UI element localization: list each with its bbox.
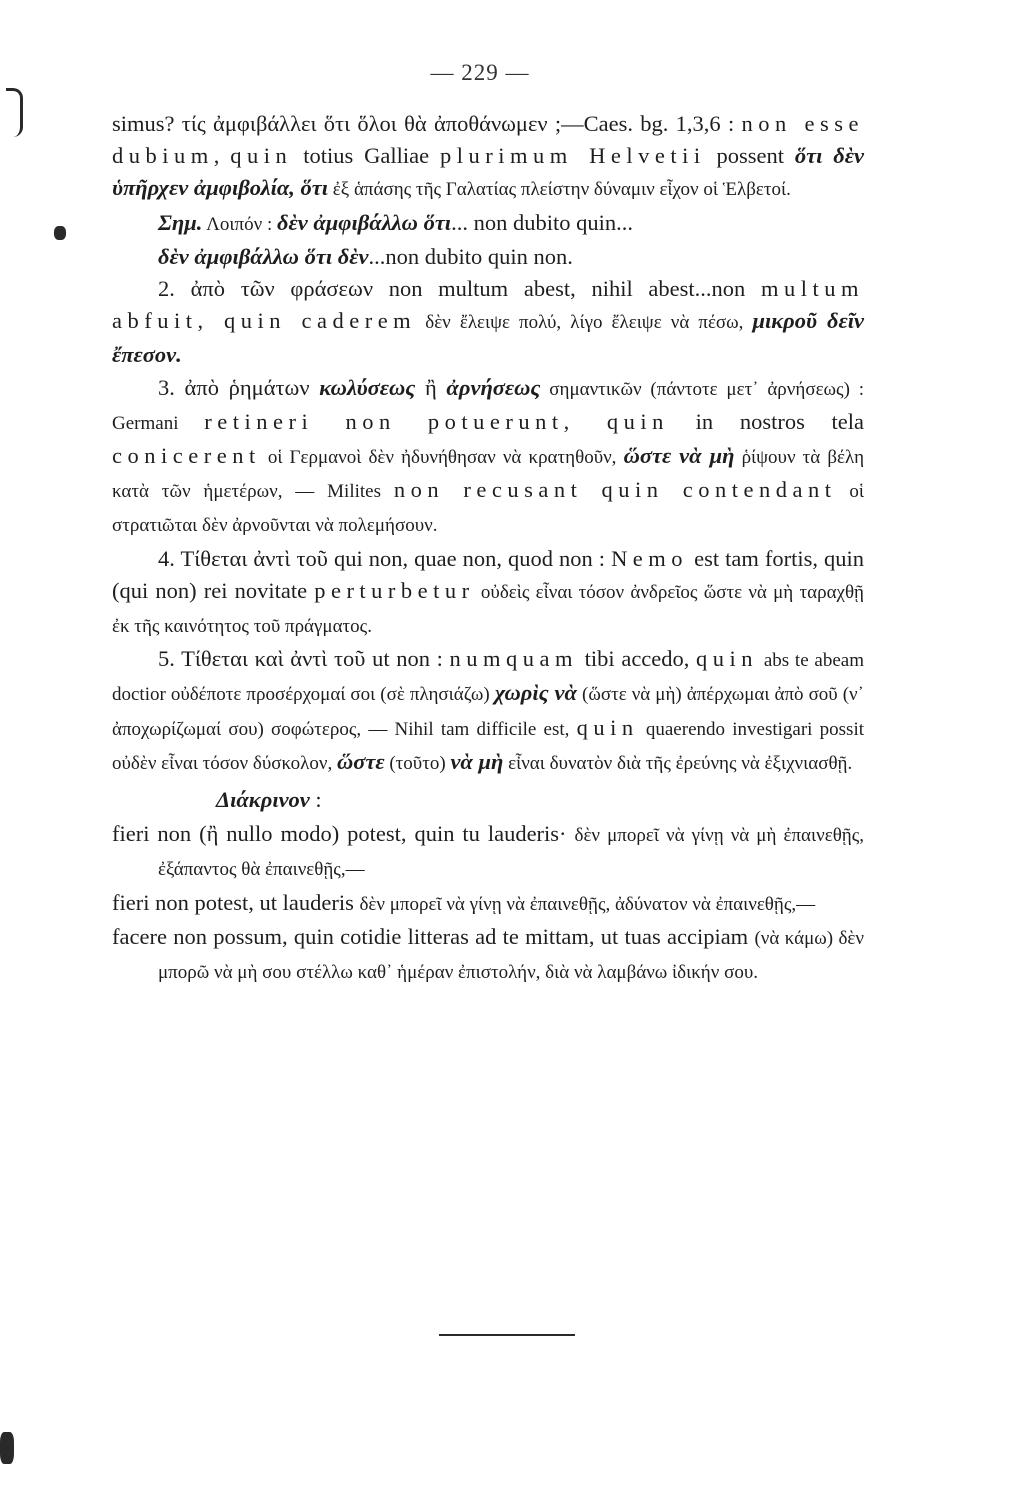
section-5: 5. Τίθεται καὶ ἀντὶ τοῦ ut non : numquam tibi accedo, quin abs te abeam doctior οὐδέποτε προσέρχομαί σοι (σὲ πλησιάζω) χωρὶς νὰ (ὥστε νὰ μὴ) ἀπέρχωμαι ἀπὸ σοῦ (ν᾿ ἀποχωρίζωμαί σου) σοφώτερος, — Nihil tam difficile est, quin quaerendo investigari possit οὐδὲν εἶναι τόσον δύσκολον, ὥστε (τοῦτο) νὰ μὴ εἶναι δυνατὸν διὰ τῆς ἐρεύνης νὰ ἐξιχνιασθῇ.: [112, 646, 864, 774]
distinguish-example-3: facere non possum, quin cotidie litteras ad te mittam, ut tuas accipiam (νὰ κάμω) δὲν μπορῶ νὰ μὴ σου στέλλω καθ᾿ ἡμέραν ἐπιστολήν, διὰ νὰ λαμβάνω ἰδικήν σου.: [112, 923, 865, 984]
scan-speck-top: [6, 88, 23, 137]
section-2: 2. ἀπὸ τῶν φράσεων non multum abest, nihil abest...non multum abfuit, quin caderem δὲν ἔλειψε πολύ, λίγο ἔλειψε νὰ πέσω, μικροῦ δεῖν ἔπεσον.: [112, 276, 864, 368]
distinguish-example-2: fieri non potest, ut lauderis δὲν μπορεῖ νὰ γίνῃ νὰ ἐπαινεθῇς, ἀδύνατον νὰ ἐπαινεθῇς,—: [112, 889, 816, 915]
section-4: 4. Τίθεται ἀντὶ τοῦ qui non, quae non, quod non : Nemo est tam fortis, quin (qui non) rei novitate perturbetur οὐδεὶς εἶναι τόσον ἀνδρεῖος ὥστε νὰ μὴ ταραχθῇ ἐκ τῆς καινότητος τοῦ πράγματος.: [112, 545, 864, 638]
scan-speck-bottom: [0, 1432, 14, 1464]
section-3: 3. ἀπὸ ῥημάτων κωλύσεως ἢ ἀρνήσεως σημαντικῶν (πάντοτε μετ᾿ ἀρνήσεως) : Germani retineri non potuerunt, quin in nostros tela conicerent οἱ Γερμανοὶ δὲν ἠδυνήθησαν νὰ κρατηθοῦν, ὥστε νὰ μὴ ῥίψουν τὰ βέλη κατὰ τῶν ἡμετέρων, — Milites non recusant quin contendant οἱ στρατιῶται δὲν ἀρνοῦνται νὰ πολεμήσουν.: [112, 374, 864, 537]
note-paragraph-second-line: δὲν ἀμφιβάλλω ὅτι δὲν...non dubito quin non.: [158, 243, 573, 269]
scan-speck-middle: [54, 226, 66, 240]
distinguish-example-1: fieri non (ἢ nullo modo) potest, quin tu lauderis· δὲν μπορεῖ νὰ γίνῃ νὰ μὴ ἐπαινεθῇς, ἐξάπαντος θὰ ἐπαινεθῇς,—: [112, 821, 865, 881]
distinguish-heading: Διάκρινον :: [216, 787, 322, 813]
page-number: — 229 —: [430, 60, 530, 85]
note-paragraph: Σημ. Λοιπόν : δὲν ἀμφιβάλλω ὅτι... non dubito quin...: [158, 209, 633, 235]
closing-rule: [439, 1334, 575, 1336]
page-text: [112, 108, 864, 989]
paragraph-caesar-example: simus? τίς ἀμφιβάλλει ὅτι ὅλοι θὰ ἀποθάνωμεν ;—Caes. bg. 1,3,6 : non esse dubium, quin totius Galliae plurimum Helvetii possent ὅτι δὲν ὑπῆρχεν ἀμφιβολία, ὅτι ἐξ ἁπάσης τῆς Γαλατίας πλείστην δύναμιν εἶχον οἱ Ἑλβετοί.: [112, 111, 865, 201]
